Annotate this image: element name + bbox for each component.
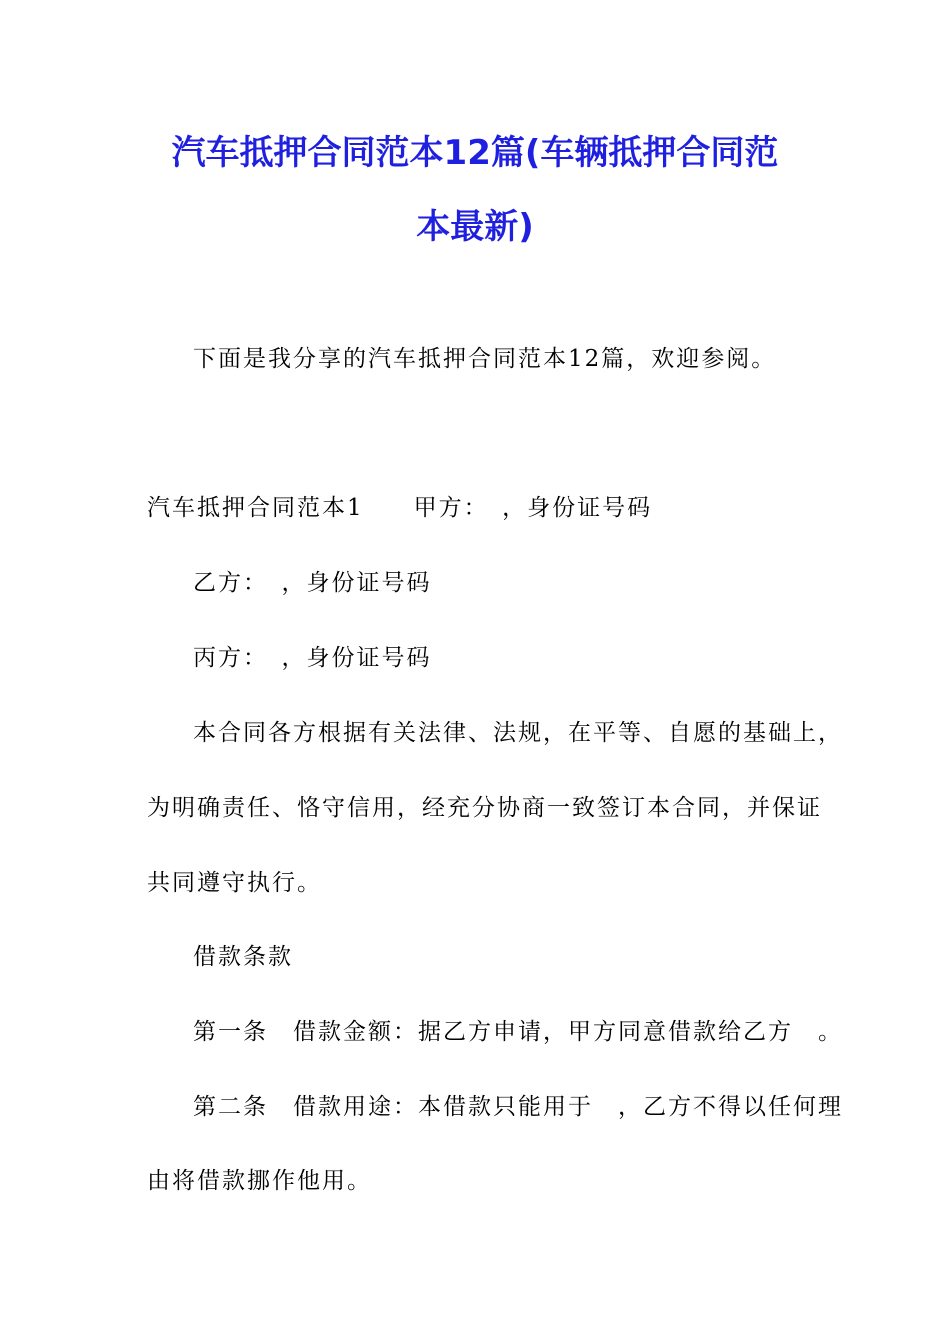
section-heading: 借款条款 xyxy=(193,944,293,970)
intro-paragraph: 下面是我分享的汽车抵押合同范本12篇，欢迎参阅。 xyxy=(193,346,777,372)
preamble-line-1: 本合同各方根据有关法律、法规，在平等、自愿的基础上， xyxy=(193,720,843,746)
document-title-line-2: 本最新) xyxy=(416,207,534,247)
article-1: 第一条 借款金额：据乙方申请，甲方同意借款给乙方 。 xyxy=(193,1019,843,1045)
party-a-line: 汽车抵押合同范本1 甲方： ，身份证号码 xyxy=(147,495,653,521)
preamble-line-2: 为明确责任、恪守信用，经充分协商一致签订本合同，并保证 xyxy=(147,795,822,821)
party-b-line: 乙方： ，身份证号码 xyxy=(193,570,432,596)
document-title-line-1: 汽车抵押合同范本12篇(车辆抵押合同范 xyxy=(171,133,779,173)
party-c-line: 丙方： ，身份证号码 xyxy=(193,645,432,671)
preamble-line-3: 共同遵守执行。 xyxy=(147,870,322,896)
article-2-line-1: 第二条 借款用途：本借款只能用于 ，乙方不得以任何理 xyxy=(193,1094,843,1120)
article-2-line-2: 由将借款挪作他用。 xyxy=(147,1168,372,1194)
